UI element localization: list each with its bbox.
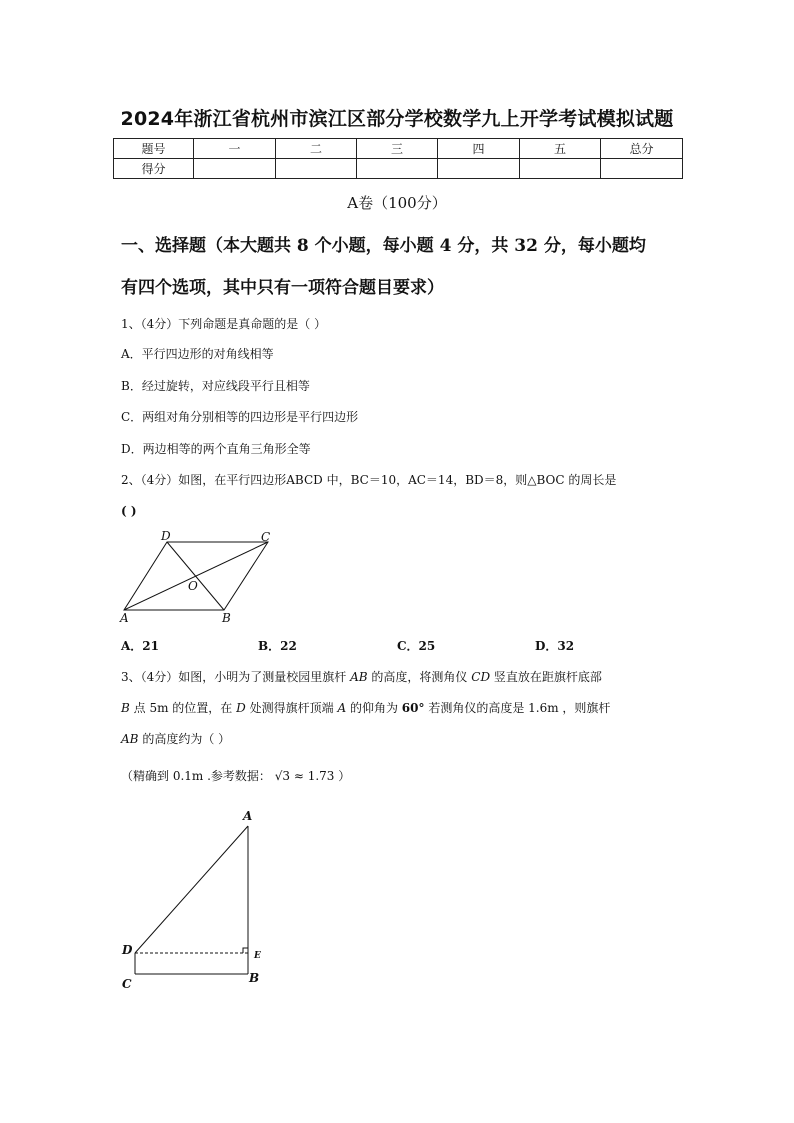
point-b: B [121, 701, 130, 715]
question-3-text: 若测角仪的高度是 1.6m ，则旗杆 [428, 701, 611, 715]
elevation-angle: 60° [401, 701, 425, 715]
score-cell[interactable] [601, 159, 683, 179]
question-3-text: 处测得旗杆顶端 [249, 701, 334, 715]
vertex-label-b: B [222, 611, 231, 625]
page-title: 2024年浙江省杭州市滨江区部分学校数学九上开学考试模拟试题 [120, 108, 674, 130]
score-cell[interactable] [194, 159, 276, 179]
label-b: B [249, 971, 260, 985]
question-3-line-2 [121, 698, 681, 718]
score-table-score-row [114, 159, 683, 179]
score-cell[interactable] [276, 159, 357, 179]
question-3-text: 点 5m 的位置，在 [133, 701, 233, 715]
parallelogram-figure [112, 526, 282, 626]
question-2-option-d[interactable]: D．32 [535, 639, 575, 653]
score-table [113, 138, 683, 179]
segment-cd: CD [471, 670, 491, 684]
right-angle-mark [243, 948, 248, 953]
question-1-option-c[interactable]: C．两组对角分别相等的四边形是平行四边形 [121, 410, 359, 424]
section-heading-line-1: 一、选择题（本大题共 8 个小题，每小题 4 分，共 32 分，每小题均 [121, 236, 646, 256]
table-cell: 得分 [114, 159, 194, 179]
question-2-answer-brackets: ( ) [121, 504, 137, 518]
flagpole-figure [112, 806, 272, 996]
question-2-option-b[interactable]: B．22 [258, 639, 297, 653]
sight-line-da [135, 826, 248, 953]
table-cell: 四 [438, 139, 520, 159]
question-1-stem: 1、（4分）下列命题是真命题的是（ ） [121, 317, 327, 331]
vertex-label-c: C [261, 530, 271, 544]
question-3-note [121, 766, 681, 786]
question-3-text: 的高度，将测角仪 [371, 670, 468, 684]
question-3-line-1 [121, 667, 681, 687]
note-text: （精确到 0.1m .参考数据： [121, 769, 271, 783]
question-3-line-3 [121, 729, 681, 749]
score-cell[interactable] [357, 159, 438, 179]
vertex-label-a: A [120, 611, 129, 625]
question-2-stem: 2、（4分）如图，在平行四边形ABCD 中，BC＝10，AC＝14，BD＝8，则△BOC 的周长是 [121, 473, 617, 487]
point-a: A [337, 701, 347, 715]
label-d: D [122, 943, 133, 957]
question-2-option-c[interactable]: C．25 [397, 639, 436, 653]
table-cell: 一 [194, 139, 276, 159]
diagonal-bd [167, 542, 224, 610]
label-c: C [122, 977, 132, 991]
vertex-label-d: D [161, 529, 171, 543]
sqrt-reference: √3 ≈ 1.73 [274, 769, 335, 783]
question-1-option-a[interactable]: A．平行四边形的对角线相等 [121, 347, 274, 361]
note-text: ） [338, 769, 351, 783]
question-2-option-a[interactable]: A．21 [121, 639, 160, 653]
label-a: A [243, 809, 253, 823]
segment-ab: AB [350, 670, 368, 684]
segment-ab: AB [121, 732, 139, 746]
question-3-text: 的仰角为 [349, 701, 398, 715]
point-d: D [236, 701, 246, 715]
section-a-title: A卷（100分） [347, 194, 447, 212]
score-table-header-row [114, 139, 683, 159]
question-3-text: 的高度约为（ ） [142, 732, 231, 746]
table-cell: 三 [357, 139, 438, 159]
table-cell: 二 [276, 139, 357, 159]
center-label-o: O [188, 579, 198, 593]
question-1-option-d[interactable]: D．两边相等的两个直角三角形全等 [121, 442, 311, 456]
question-3-text: 竖直放在距旗杆底部 [493, 670, 602, 684]
label-e: E [254, 951, 261, 961]
score-cell[interactable] [438, 159, 520, 179]
score-cell[interactable] [520, 159, 601, 179]
section-heading-line-2: 有四个选项，其中只有一项符合题目要求） [121, 278, 444, 298]
table-cell: 总分 [601, 139, 683, 159]
question-3-text: 3、（4分）如图，小明为了测量校园里旗杆 [121, 670, 347, 684]
table-cell: 五 [520, 139, 601, 159]
table-cell: 题号 [114, 139, 194, 159]
question-1-option-b[interactable]: B．经过旋转，对应线段平行且相等 [121, 379, 310, 393]
